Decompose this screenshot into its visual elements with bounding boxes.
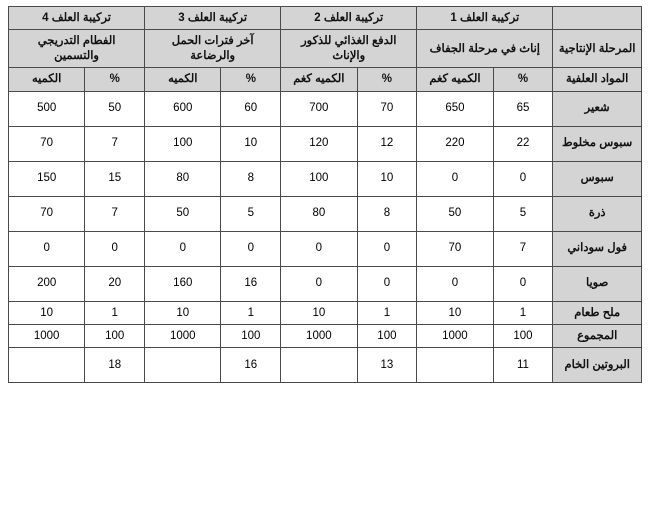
corner-cell-empty [553,7,642,30]
cell-value: 0 [9,231,85,266]
cell-value: 1 [493,301,553,324]
cell-value: 0 [281,266,357,301]
cell-value: 220 [417,126,493,161]
cell-value: 22 [493,126,553,161]
table-row [9,91,642,126]
row-label: سبوس [553,161,642,196]
cell-value: 1 [85,301,145,324]
table-row [9,266,642,301]
cell-value: 50 [85,91,145,126]
cell-value: 0 [417,266,493,301]
cell-value: 100 [145,126,221,161]
cell-value: 70 [9,196,85,231]
cell-value: 70 [417,231,493,266]
table-row [9,231,642,266]
table-row-group-titles [9,7,642,30]
group-stage-3: آخر فترات الحمل والرضاعة [145,30,281,68]
row-header-materials: المواد العلفية [553,68,642,91]
table-row [9,301,642,324]
cell-value: 10 [357,161,417,196]
cell-value: 600 [145,91,221,126]
cell-value: 18 [85,348,145,383]
cell-value: 50 [145,196,221,231]
cell-value: 5 [493,196,553,231]
cell-value: 10 [417,301,493,324]
cell-value: 70 [9,126,85,161]
cell-value: 0 [493,266,553,301]
cell-value: 1 [221,301,281,324]
row-label: ذرة [553,196,642,231]
cell-value: 8 [221,161,281,196]
cell-value: 100 [281,161,357,196]
cell-value: 13 [357,348,417,383]
cell-value: 5 [221,196,281,231]
cell-value: 100 [221,324,281,347]
cell-value: 160 [145,266,221,301]
cell-value: 7 [85,126,145,161]
cell-value: 0 [281,231,357,266]
cell-value: 60 [221,91,281,126]
row-label: فول سوداني [553,231,642,266]
unit-pct-4: % [85,68,145,91]
cell-value: 120 [281,126,357,161]
group-stage-1: إناث في مرحلة الجفاف [417,30,553,68]
table-row-stage [9,30,642,68]
unit-qty-2: الكميه كغم [281,68,357,91]
cell-value: 16 [221,348,281,383]
cell-value: 50 [417,196,493,231]
cell-value: 0 [357,231,417,266]
cell-value: 650 [417,91,493,126]
cell-value: 1000 [281,324,357,347]
table-row [9,196,642,231]
cell-value: 10 [281,301,357,324]
cell-value: 12 [357,126,417,161]
cell-value: 1000 [145,324,221,347]
row-label: البروتين الخام [553,348,642,383]
cell-value: 1000 [417,324,493,347]
cell-value: 0 [221,231,281,266]
unit-pct-1: % [493,68,553,91]
unit-pct-3: % [221,68,281,91]
cell-value [145,348,221,383]
cell-value: 7 [493,231,553,266]
row-label: سبوس مخلوط [553,126,642,161]
cell-value: 10 [221,126,281,161]
cell-value: 500 [9,91,85,126]
group-title-4: تركيبة العلف 4 [9,7,145,30]
cell-value: 700 [281,91,357,126]
cell-value: 0 [493,161,553,196]
unit-qty-1: الكميه كغم [417,68,493,91]
cell-value: 10 [9,301,85,324]
cell-value: 16 [221,266,281,301]
cell-value: 65 [493,91,553,126]
cell-value: 150 [9,161,85,196]
cell-value: 0 [145,231,221,266]
cell-value [281,348,357,383]
table-row-protein [9,348,642,383]
cell-value [9,348,85,383]
cell-value [417,348,493,383]
feed-formulation-table [8,6,642,383]
cell-value: 100 [493,324,553,347]
row-label: صويا [553,266,642,301]
cell-value: 80 [145,161,221,196]
cell-value: 7 [85,196,145,231]
table-row [9,126,642,161]
cell-value: 0 [357,266,417,301]
cell-value: 100 [85,324,145,347]
row-label: ملح طعام [553,301,642,324]
group-stage-2: الدفع الغذائي للذكور والإناث [281,30,417,68]
table-row [9,161,642,196]
group-title-2: تركيبة العلف 2 [281,7,417,30]
row-label: شعير [553,91,642,126]
cell-value: 1000 [9,324,85,347]
table-row-units [9,68,642,91]
group-title-3: تركيبة العلف 3 [145,7,281,30]
row-label: المجموع [553,324,642,347]
cell-value: 1 [357,301,417,324]
unit-qty-4: الكميه [9,68,85,91]
cell-value: 0 [85,231,145,266]
cell-value: 10 [145,301,221,324]
group-stage-4: الفطام التدريجي والتسمين [9,30,145,68]
cell-value: 0 [417,161,493,196]
group-title-1: تركيبة العلف 1 [417,7,553,30]
unit-qty-3: الكميه [145,68,221,91]
cell-value: 200 [9,266,85,301]
cell-value: 80 [281,196,357,231]
table-row-total [9,324,642,347]
cell-value: 8 [357,196,417,231]
row-header-stage: المرحلة الإنتاجية [553,30,642,68]
cell-value: 100 [357,324,417,347]
cell-value: 11 [493,348,553,383]
unit-pct-2: % [357,68,417,91]
cell-value: 70 [357,91,417,126]
cell-value: 20 [85,266,145,301]
cell-value: 15 [85,161,145,196]
